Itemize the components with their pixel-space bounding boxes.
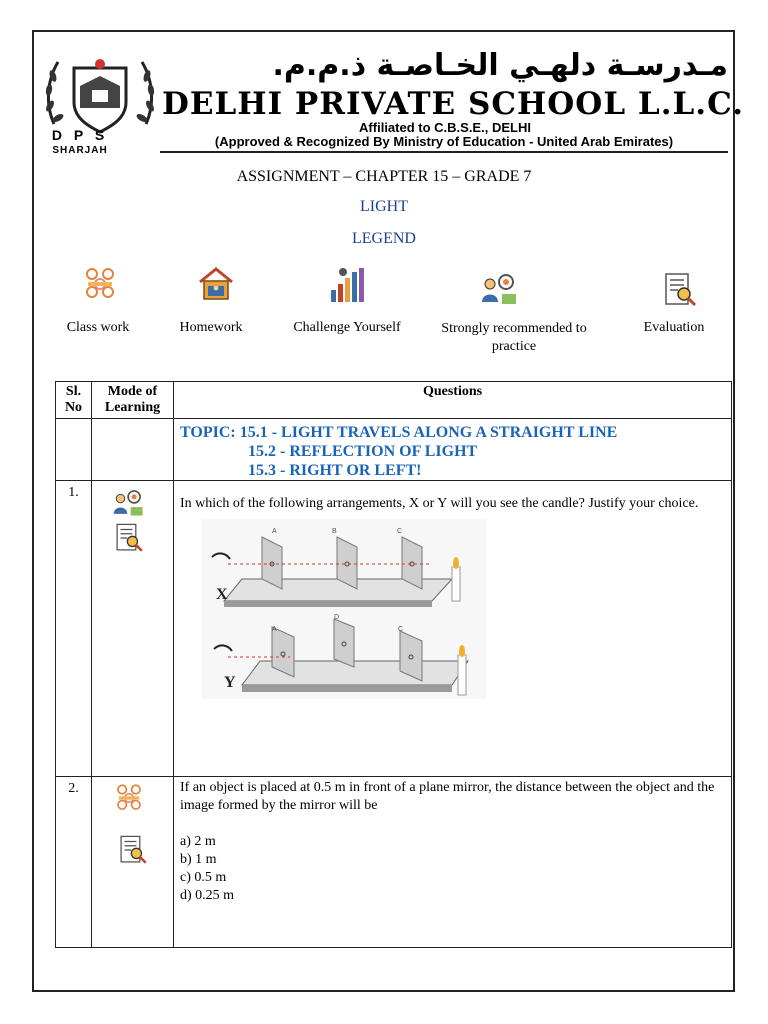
question-text: In which of the following arrangements, X or Y will you see the candle? Justify your choice.	[180, 496, 699, 511]
class-work-icon	[80, 264, 120, 304]
mode-of-learning	[92, 777, 174, 948]
legend-heading: LEGEND	[352, 230, 416, 247]
screen-label-c: C	[397, 528, 403, 535]
table-header-row	[56, 382, 732, 419]
school-header	[40, 40, 745, 160]
legend-label-class-work: Class work	[66, 320, 130, 335]
header-questions: Questions	[174, 382, 732, 419]
questions-table	[55, 381, 732, 948]
evaluation-icon	[116, 833, 150, 867]
recommended-icon	[480, 268, 520, 308]
legend-label-evaluation: Evaluation	[643, 320, 705, 335]
logo-text: D P S SHARJAH	[51, 127, 109, 156]
legend-label-recommended: Strongly recommended to practice	[441, 321, 587, 354]
evaluation-icon	[112, 521, 146, 555]
screen-label-d: D	[334, 614, 340, 621]
legend-label-challenge: Challenge Yourself	[293, 320, 401, 335]
challenge-icon	[327, 264, 367, 304]
school-name: DELHI PRIVATE SCHOOL L.L.C.	[162, 86, 745, 122]
question-number: 2.	[56, 777, 92, 948]
homework-icon	[196, 264, 236, 304]
answer-options	[174, 831, 731, 905]
header-sl-no: Sl. No	[56, 382, 92, 419]
assignment-title: ASSIGNMENT – CHAPTER 15 – GRADE 7	[236, 168, 532, 185]
mode-of-learning	[92, 481, 174, 777]
screen-label-c: C	[398, 626, 404, 633]
header-mode: Mode of Learning	[92, 382, 174, 419]
topic-row	[56, 419, 732, 481]
evaluation-icon	[660, 270, 700, 310]
option-d: d) 0.25 m	[180, 888, 235, 903]
option-b: b) 1 m	[180, 852, 217, 867]
figure-label-x: X	[216, 586, 228, 603]
screen-label-a: A	[272, 626, 277, 633]
screen-label-b: B	[332, 528, 337, 535]
option-c: c) 0.5 m	[180, 870, 227, 885]
chapter-title: LIGHT	[360, 198, 408, 215]
class-work-icon	[112, 781, 146, 815]
figure-label-y: Y	[224, 674, 236, 691]
school-arabic-name: مـدرسـة دلهـي الخـاصـة ذ.م.م.	[272, 48, 728, 83]
candle-screens-figure	[202, 519, 486, 699]
question-text: If an object is placed at 0.5 m in front of a plane mirror, the distance between the object and the image formed by the mirror will be	[180, 780, 715, 813]
table-row	[56, 777, 732, 948]
legend-label-homework: Homework	[179, 320, 243, 335]
topic-heading: TOPIC: 15.1 - LIGHT TRAVELS ALONG A STRAIGHT LINE 15.2 - REFLECTION OF LIGHT 15.3 - RIGHT OR LEFT!	[180, 424, 618, 479]
affiliation-text: Affiliated to C.B.S.E., DELHI	[359, 120, 531, 135]
screen-label-a: A	[272, 528, 277, 535]
approval-text: (Approved & Recognized By Ministry of Education - United Arab Emirates)	[160, 134, 728, 153]
question-number: 1.	[56, 481, 92, 777]
recommended-icon	[112, 485, 146, 519]
table-row	[56, 481, 732, 777]
option-a: a) 2 m	[180, 834, 216, 849]
